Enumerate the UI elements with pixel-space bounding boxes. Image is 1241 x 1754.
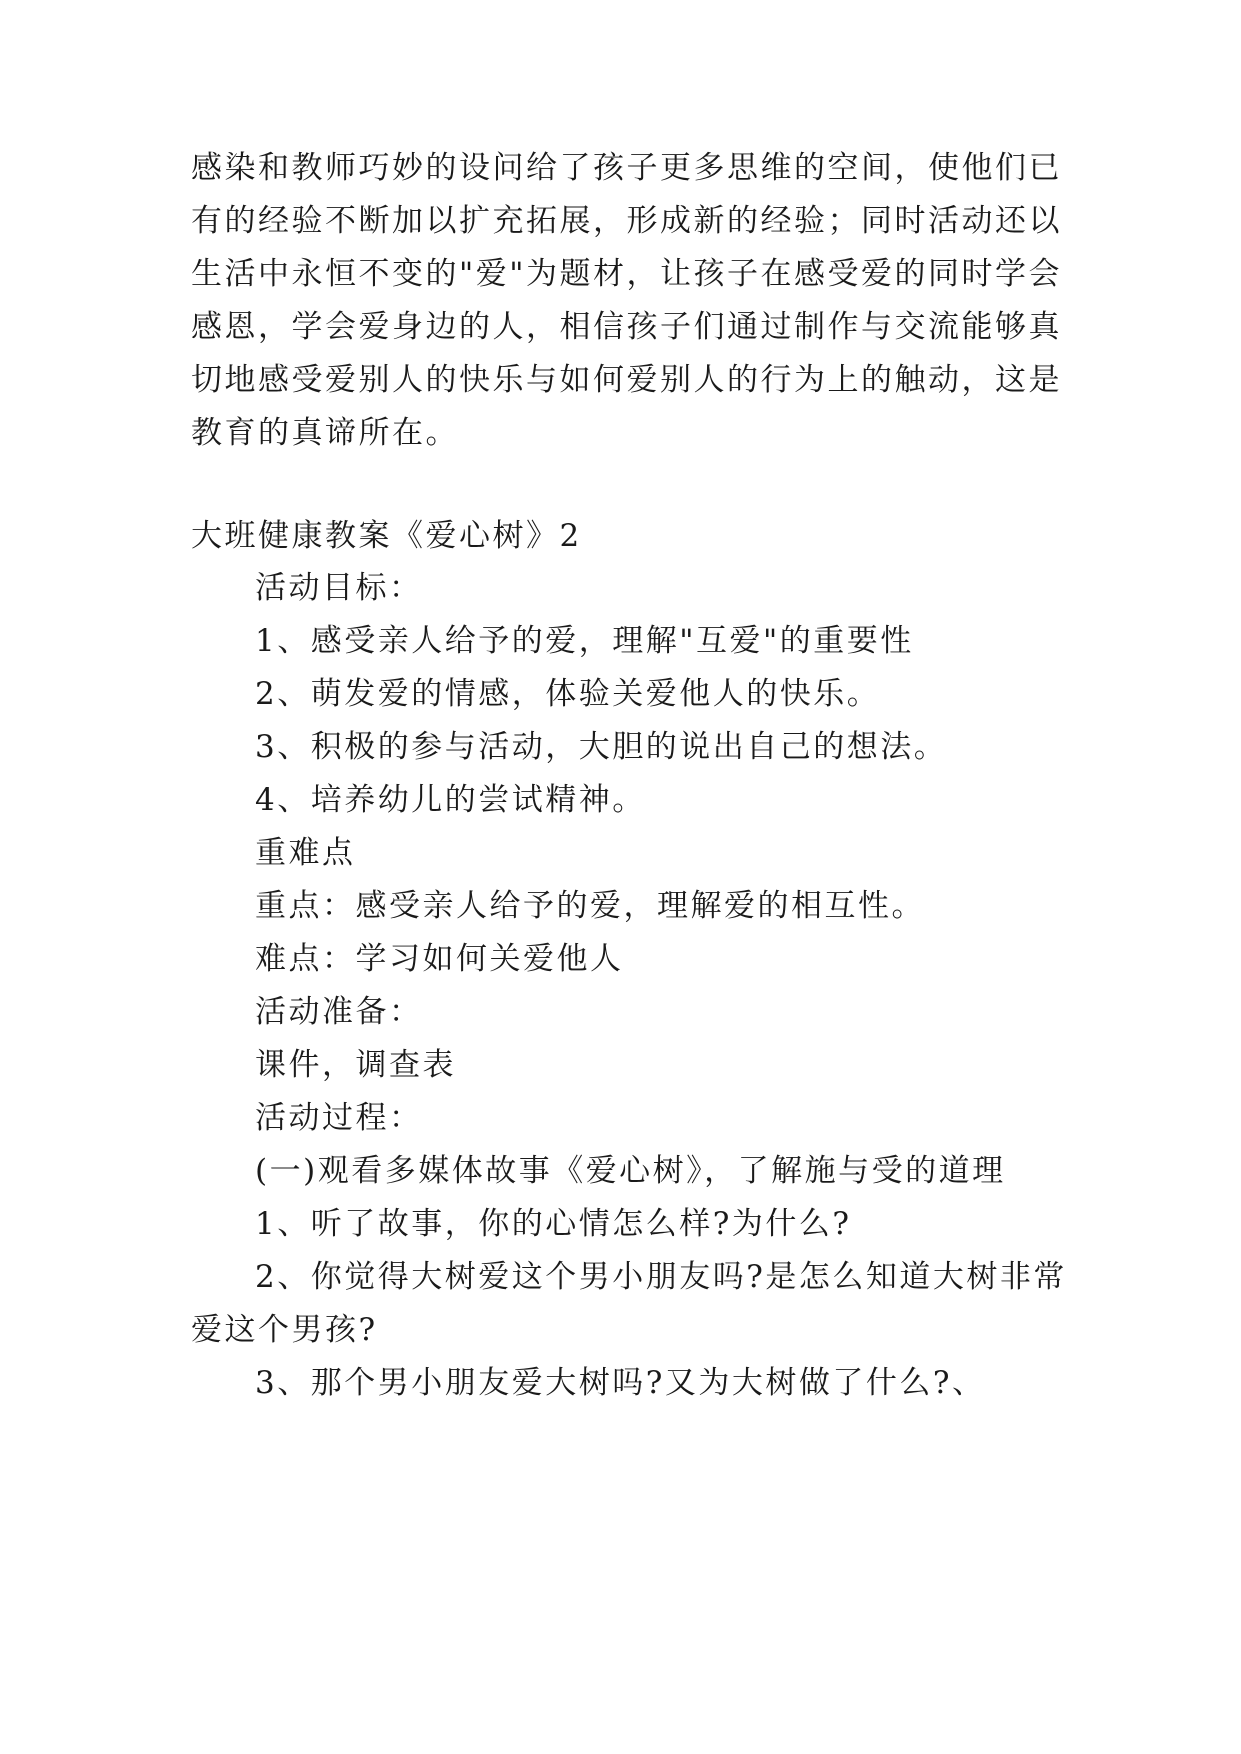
- goal-item: 1、感受亲人给予的爱，理解"互爱"的重要性: [255, 623, 914, 659]
- prep-items: 课件，调查表: [255, 1047, 456, 1083]
- goals-heading: 活动目标：: [255, 570, 423, 606]
- goal-item: 2、萌发爱的情感，体验关爱他人的快乐。: [255, 676, 881, 712]
- paragraph-line: 感恩，学会爱身边的人，相信孩子们通过制作与交流能够真: [191, 309, 1062, 345]
- question-item: 1、听了故事，你的心情怎么样?为什么?: [255, 1206, 852, 1242]
- difficulty-heading: 重难点: [255, 835, 356, 871]
- section-title: 大班健康教案《爱心树》2: [191, 518, 582, 554]
- hard-point: 难点：学习如何关爱他人: [255, 941, 624, 977]
- paragraph-line: 生活中永恒不变的"爱"为题材，让孩子在感受爱的同时学会: [191, 256, 1063, 292]
- key-point: 重点：感受亲人给予的爱，理解爱的相互性。: [255, 888, 925, 924]
- paragraph-line: 感染和教师巧妙的设问给了孩子更多思维的空间，使他们已: [191, 150, 1062, 186]
- goal-item: 4、培养幼儿的尝试精神。: [255, 782, 646, 818]
- process-heading: 活动过程：: [255, 1100, 423, 1136]
- prep-heading: 活动准备：: [255, 994, 423, 1030]
- goal-item: 3、积极的参与活动，大胆的说出自己的想法。: [255, 729, 948, 765]
- paragraph-line: 教育的真谛所在。: [191, 415, 459, 451]
- paragraph-line: 切地感受爱别人的快乐与如何爱别人的行为上的触动，这是: [191, 362, 1062, 398]
- paragraph-line: 有的经验不断加以扩充拓展，形成新的经验；同时活动还以: [191, 203, 1062, 239]
- question-item-continued: 爱这个男孩?: [191, 1312, 378, 1348]
- question-item: 3、那个男小朋友爱大树吗?又为大树做了什么?、: [255, 1365, 986, 1401]
- question-item: 2、你觉得大树爱这个男小朋友吗?是怎么知道大树非常: [255, 1259, 1067, 1295]
- step-one: (一)观看多媒体故事《爱心树》，了解施与受的道理: [255, 1153, 1006, 1189]
